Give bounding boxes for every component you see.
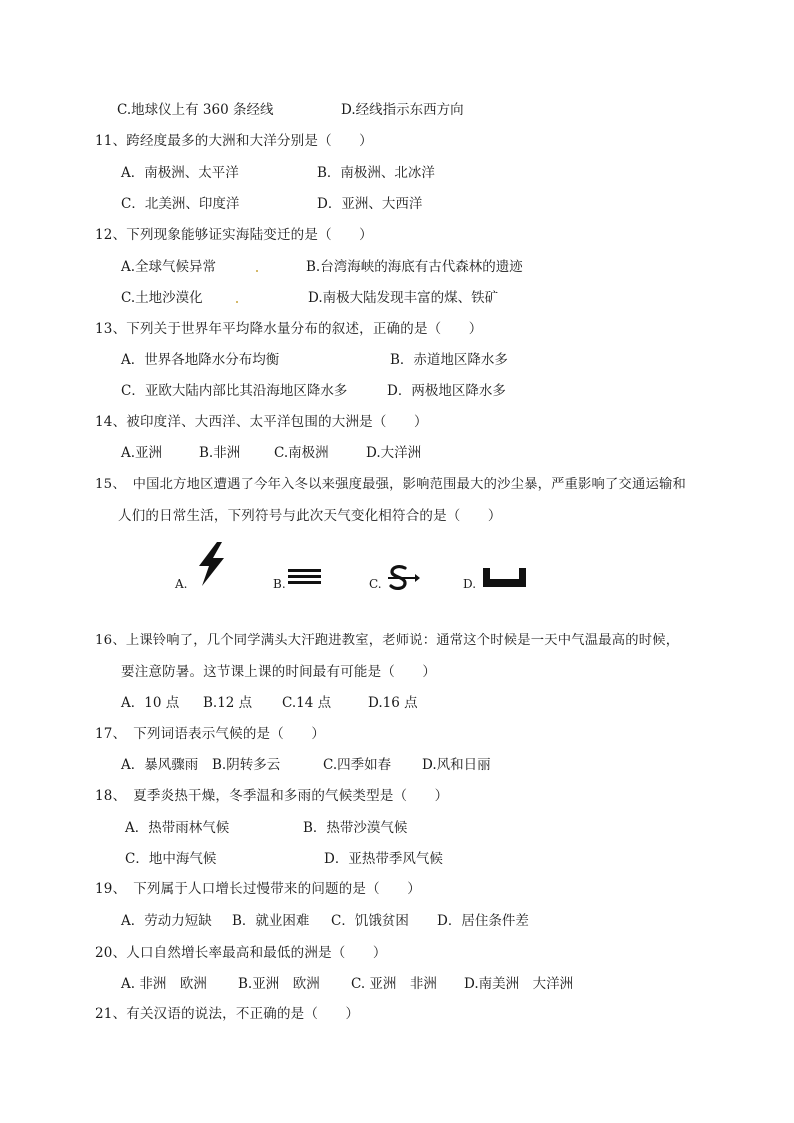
q17-option-d: D.风和日丽 xyxy=(422,757,491,773)
bracket-symbol-icon xyxy=(483,568,528,588)
q19-option-d: D．居住条件差 xyxy=(437,913,529,929)
q17-option-b: B.阴转多云 xyxy=(212,757,281,773)
q19-option-a: A．劳动力短缺 xyxy=(121,913,212,929)
q12-option-a: A.全球气候异常 xyxy=(121,259,217,275)
q16-option-c: C.14 点 xyxy=(282,695,332,711)
q18-option-b: B．热带沙漠气候 xyxy=(303,820,408,836)
q19-stem: 19、 下列属于人口增长过慢带来的问题的是（ ） xyxy=(95,881,421,897)
q13-option-d: D．两极地区降水多 xyxy=(387,383,506,399)
q16-stem-line2: 要注意防暑。这节课上课的时间最有可能是（ ） xyxy=(121,664,437,680)
q13-option-c: C．亚欧大陆内部比其沿海地区降水多 xyxy=(121,383,348,399)
q15-stem-line1: 15、 中国北方地区遭遇了今年入冬以来强度最强，影响范围最大的沙尘暴，严重影响了交通运输和 xyxy=(95,477,687,492)
stray-dot xyxy=(236,301,238,303)
lightning-icon xyxy=(191,541,229,587)
q18-option-a: A．热带雨林气候 xyxy=(125,820,230,836)
q18-option-d: D．亚热带季风气候 xyxy=(324,851,443,867)
q18-option-c: C．地中海气候 xyxy=(125,851,217,867)
q20-stem: 20、人口自然增长率最高和最低的洲是（ ） xyxy=(95,945,387,961)
q12-option-c: C.土地沙漠化 xyxy=(121,290,203,306)
q21-stem: 21、有关汉语的说法，不正确的是（ ） xyxy=(95,1006,360,1022)
q15-stem-line2: 人们的日常生活，下列符号与此次天气变化相符合的是（ ） xyxy=(118,508,502,524)
q10-option-c: C.地球仪上有 360 条经线 xyxy=(117,102,274,118)
q20-option-a: A. 非洲 欧洲 xyxy=(121,976,207,992)
stray-dot xyxy=(256,270,258,272)
q14-option-a: A.亚洲 xyxy=(121,445,163,461)
q15-label-a: A. xyxy=(175,577,188,591)
sandstorm-icon xyxy=(385,564,421,592)
q15-label-c: C. xyxy=(369,577,382,591)
q12-option-b: B.台湾海峡的海底有古代森林的遗迹 xyxy=(306,259,523,275)
q12-stem: 12、下列现象能够证实海陆变迁的是（ ） xyxy=(95,227,373,243)
q14-option-b: B.非洲 xyxy=(199,445,241,461)
q11-stem: 11、跨经度最多的大洲和大洋分别是（ ） xyxy=(95,133,373,149)
q15-label-b: B. xyxy=(273,577,286,591)
q17-stem: 17、 下列词语表示气候的是（ ） xyxy=(95,726,326,742)
q14-option-d: D.大洋洲 xyxy=(366,445,422,461)
q11-option-a: A．南极洲、太平洋 xyxy=(121,165,239,181)
q16-option-a: A．10 点 xyxy=(121,695,180,711)
q20-option-c: C. 亚洲 非洲 xyxy=(351,976,437,992)
q11-option-b: B．南极洲、北冰洋 xyxy=(317,165,435,181)
q14-option-c: C.南极洲 xyxy=(274,445,329,461)
q17-option-c: C.四季如春 xyxy=(323,757,392,773)
fog-lines-icon xyxy=(288,568,322,586)
q12-option-d: D.南极大陆发现丰富的煤、铁矿 xyxy=(308,290,499,306)
q17-option-a: A．暴风骤雨 xyxy=(121,757,199,773)
q20-option-b: B.亚洲 欧洲 xyxy=(238,976,320,992)
q13-stem: 13、下列关于世界年平均降水量分布的叙述，正确的是（ ） xyxy=(95,321,483,337)
q16-stem-line1: 16、上课铃响了，几个同学满头大汗跑进教室，老师说：通常这个时候是一天中气温最高的时候， xyxy=(95,633,680,648)
q20-option-d: D.南美洲 大洋洲 xyxy=(464,976,574,992)
q13-option-b: B．赤道地区降水多 xyxy=(390,352,508,368)
q13-option-a: A．世界各地降水分布均衡 xyxy=(121,352,280,368)
q14-stem: 14、被印度洋、大西洋、太平洋包围的大洲是（ ） xyxy=(95,414,428,430)
q10-option-d: D.经线指示东西方向 xyxy=(341,102,464,118)
q18-stem: 18、 夏季炎热干燥，冬季温和多雨的气候类型是（ ） xyxy=(95,788,449,804)
q11-option-c: C．北美洲、印度洋 xyxy=(121,196,240,212)
q16-option-d: D.16 点 xyxy=(368,695,418,711)
q19-option-b: B．就业困难 xyxy=(232,913,310,929)
q11-option-d: D．亚洲、大西洋 xyxy=(317,196,423,212)
q15-label-d: D. xyxy=(463,577,477,591)
q16-option-b: B.12 点 xyxy=(203,695,253,711)
q19-option-c: C．饥饿贫困 xyxy=(331,913,409,929)
